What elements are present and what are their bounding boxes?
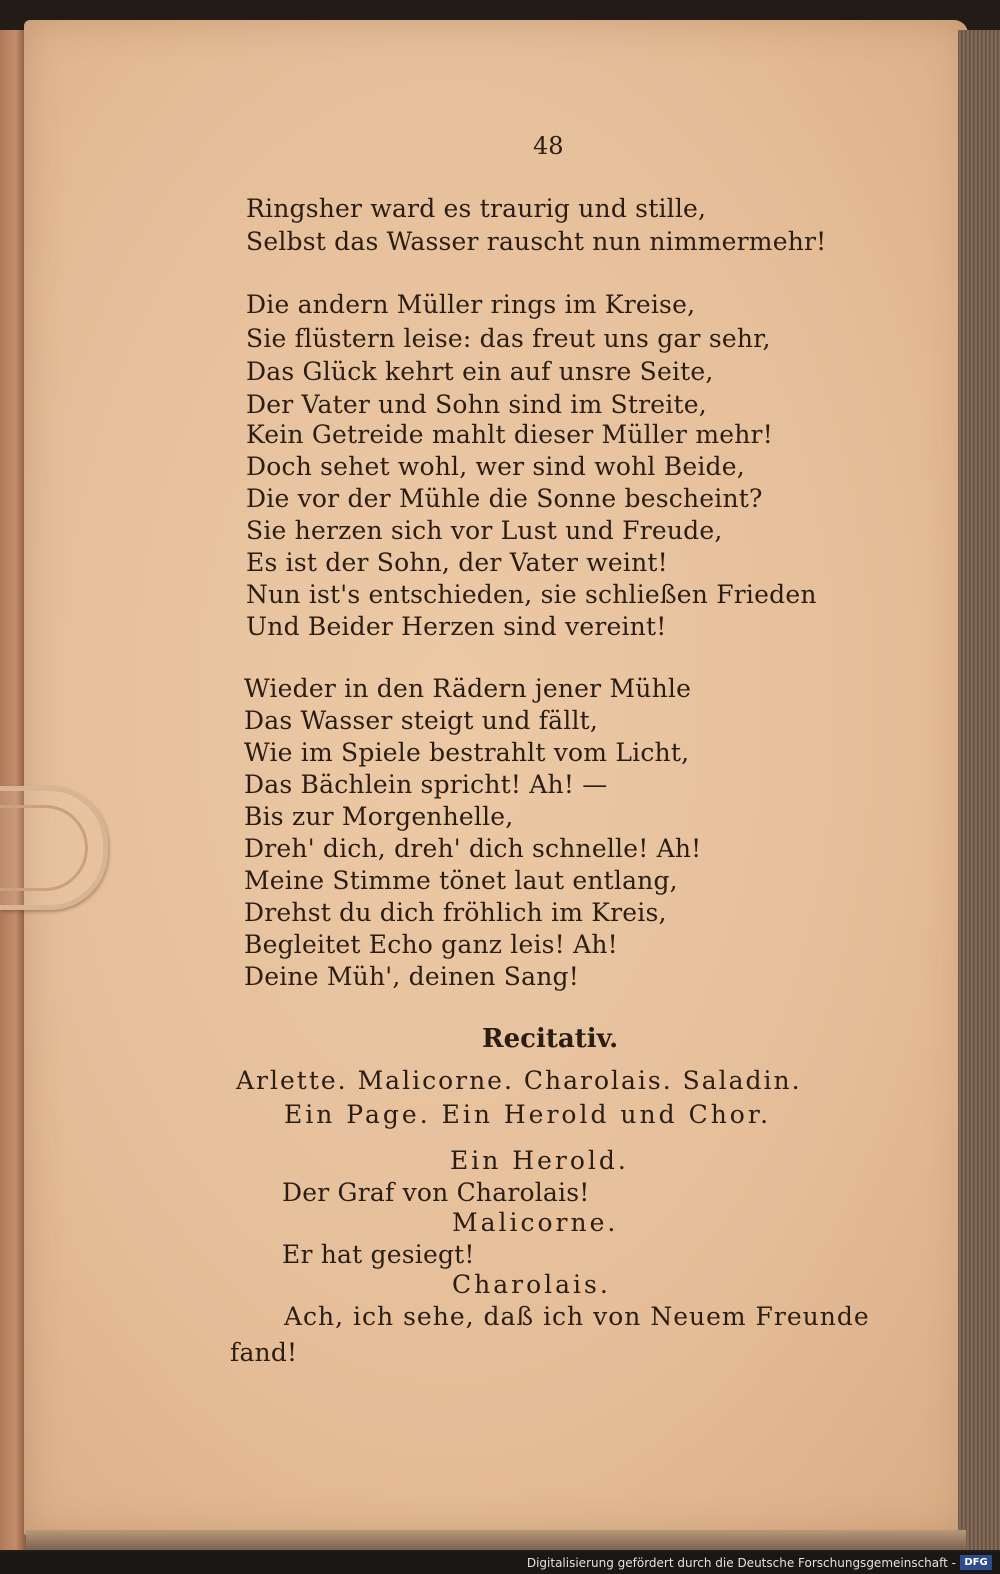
dialogue-line: Der Graf von Charolais! — [282, 1178, 590, 1207]
verse-line: Dreh' dich, dreh' dich schnelle! Ah! — [244, 834, 702, 863]
paper-clip-icon — [0, 786, 108, 910]
verse-line: Bis zur Morgenhelle, — [244, 802, 514, 831]
paper-clip-inner-loop — [0, 805, 88, 891]
page-number: 48 — [533, 132, 564, 160]
speaker-name: Charolais. — [452, 1270, 611, 1299]
verse-line: Und Beider Herzen sind vereint! — [246, 612, 667, 641]
verse-line: Der Vater und Sohn sind im Streite, — [246, 390, 707, 419]
page-bottom-edge — [26, 1530, 966, 1550]
dialogue-line: Er hat gesiegt! — [282, 1240, 475, 1269]
verse-line: Die vor der Mühle die Sonne bescheint? — [246, 484, 763, 513]
verse-line: Drehst du dich fröhlich im Kreis, — [244, 898, 667, 927]
verse-line: Das Glück kehrt ein auf unsre Seite, — [246, 357, 714, 386]
cast-list-line: Arlette. Malicorne. Charolais. Saladin. — [236, 1066, 802, 1095]
dialogue-line: fand! — [230, 1338, 298, 1367]
verse-line: Sie herzen sich vor Lust und Freude, — [246, 516, 723, 545]
verse-line: Doch sehet wohl, wer sind wohl Beide, — [246, 452, 745, 481]
verse-line: Wie im Spiele bestrahlt vom Licht, — [244, 738, 690, 767]
dialogue-line: Ach, ich sehe, daß ich von Neuem Freunde — [284, 1302, 870, 1331]
cast-list-line: Ein Page. Ein Herold und Chor. — [284, 1100, 772, 1129]
verse-line: Deine Müh', deinen Sang! — [244, 962, 579, 991]
verse-line: Das Bächlein spricht! Ah! — — [244, 770, 608, 799]
page-stack-edge — [958, 30, 1000, 1550]
verse-line: Sie flüstern leise: das freut uns gar sehr, — [246, 324, 771, 353]
section-heading: Recitativ. — [482, 1024, 619, 1054]
funding-notice: Digitalisierung gefördert durch die Deutsche Forschungsgemeinschaft - — [526, 1556, 956, 1570]
verse-line: Ringsher ward es traurig und stille, — [246, 194, 707, 223]
verse-line: Die andern Müller rings im Kreise, — [246, 290, 696, 319]
verse-line: Nun ist's entschieden, sie schließen Frieden — [246, 580, 817, 609]
verse-line: Begleitet Echo ganz leis! Ah! — [244, 930, 618, 959]
verse-line: Kein Getreide mahlt dieser Müller mehr! — [246, 420, 773, 449]
footer-bar — [0, 1552, 1000, 1574]
verse-line: Das Wasser steigt und fällt, — [244, 706, 599, 735]
verse-line: Wieder in den Rädern jener Mühle — [244, 674, 692, 703]
verse-line: Meine Stimme tönet laut entlang, — [244, 866, 678, 895]
speaker-name: Malicorne. — [452, 1208, 619, 1237]
speaker-name: Ein Herold. — [450, 1146, 629, 1175]
verse-line: Es ist der Sohn, der Vater weint! — [246, 548, 668, 577]
verse-line: Selbst das Wasser rauscht nun nimmermehr! — [246, 227, 827, 256]
dfg-logo-icon: DFG — [960, 1555, 992, 1570]
